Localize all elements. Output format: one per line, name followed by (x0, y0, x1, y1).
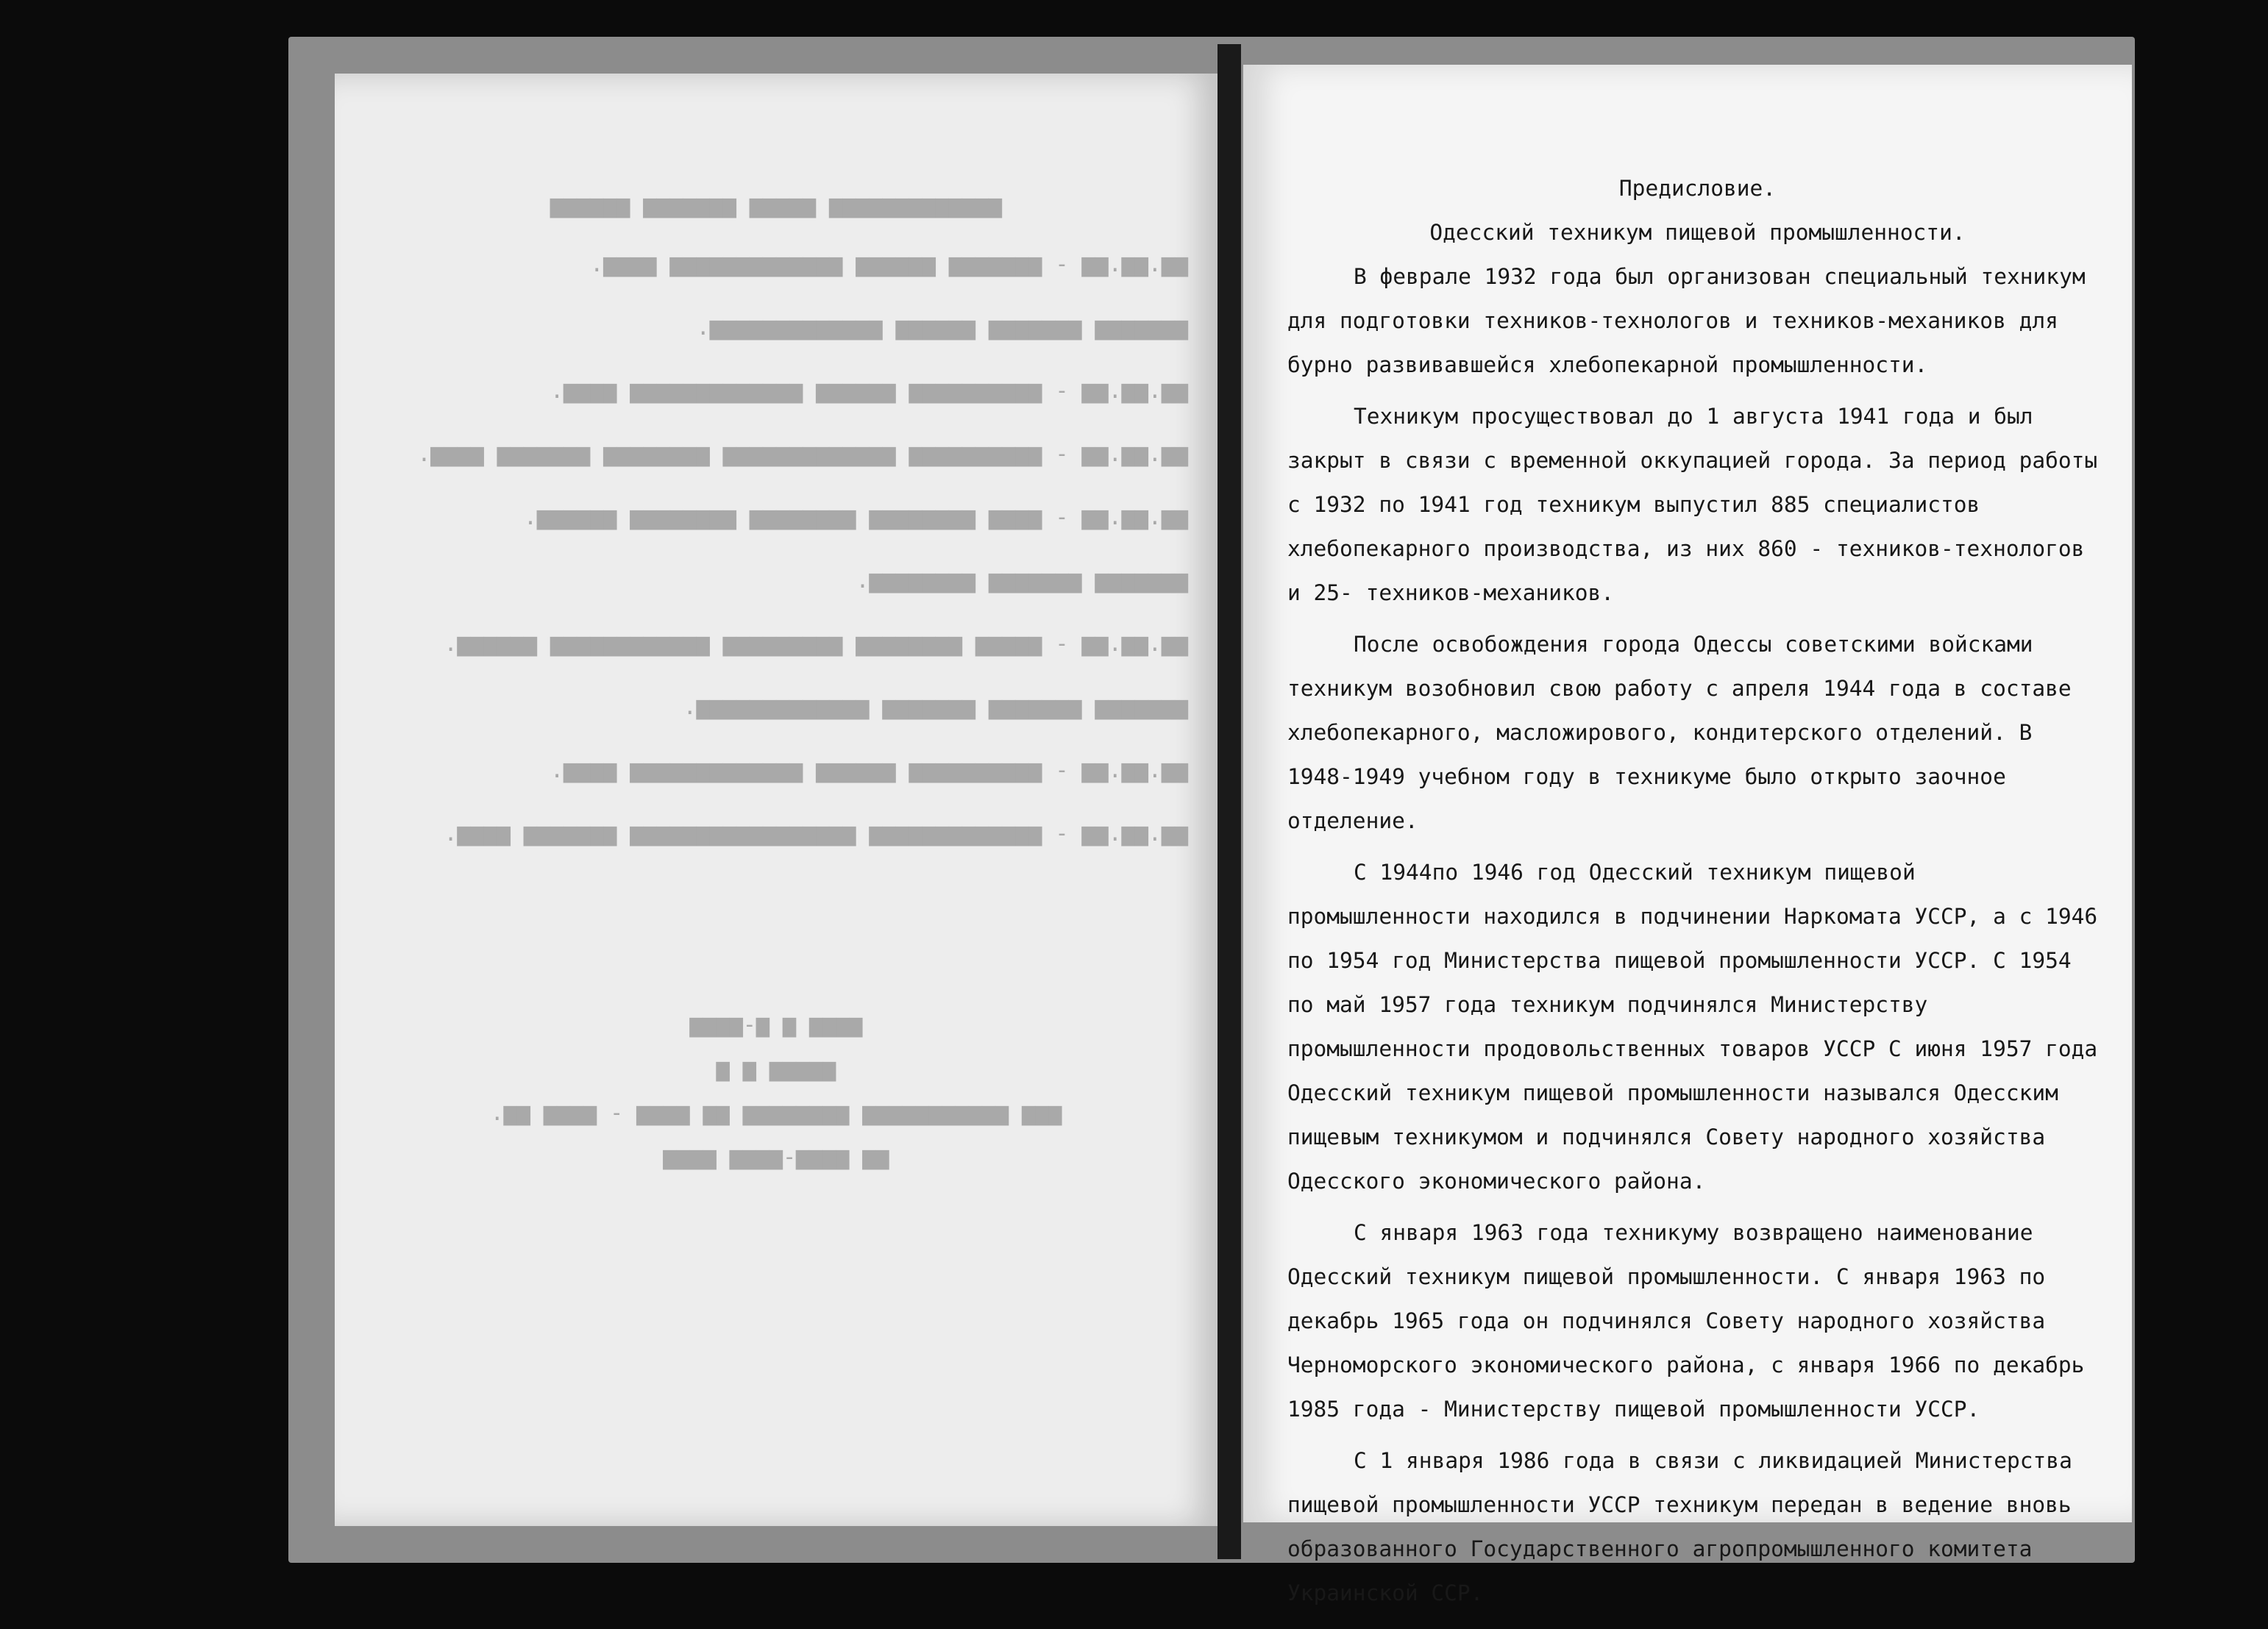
paragraph-1: В феврале 1932 года был организован специальный техникум для подготовки техников-технологов и техников-механиков для бурно развивавшейся хлебопекарной промышленности. (1287, 264, 2099, 377)
paragraph-5: С января 1963 года техникуму возвращено наименование Одесский техникум пищевой промышленности. С января 1963 по декабрь 1965 года он подчинялся Совету народного хозяйства Черноморского экономического района, с января 1966 по декабрь 1985 года - Министерству пищевой промышленности УССР. (1287, 1220, 2098, 1422)
paragraph-4: С 1944по 1946 год Одесский техникум пищевой промышленности находился в подчинении Наркомата УССР, а с 1946 по 1954 год Министерства пищевой промышленности УССР. С 1954 по май 1957 года техникум подчинялся Министерству промышленности продовольственных товаров УССР С июня 1957 года Одесский техникум пищевой промышленности назывался Одесским пищевым техникумом и подчинялся Совету народного хозяйства Одесского экономического района. (1287, 860, 2111, 1194)
paragraph-2: Техникум просуществовал до 1 августа 1941 года и был закрыт в связи с временной оккупацией города. За период работы с 1932 по 1941 год техникум выпустил 885 специалистов хлебопекарного производства, из них 860 - техников-технологов и 25- техников-механиков. (1287, 404, 2111, 605)
bleed-through-text: ▆▆▆▆▆▆▆▆▆▆▆▆▆ ▆▆▆▆▆ ▆▆▆▆▆▆▆ ▆▆▆▆▆▆ ▆▆.▆▆.▆▆ - ▆▆▆▆▆▆▆ ▆▆▆▆▆▆ ▆▆▆▆▆▆▆▆▆▆▆▆▆ ▆▆▆▆. ▆▆▆▆▆▆▆ ▆▆▆▆▆▆▆ ▆▆▆▆▆▆ ▆▆▆▆▆▆▆▆▆▆▆▆▆. ▆▆.▆▆.▆▆ - ▆▆▆▆▆▆▆▆▆▆ ▆▆▆▆▆▆ ▆▆▆▆▆▆▆▆▆▆▆▆▆ ▆▆▆▆. ▆▆.▆▆.▆▆ - ▆▆▆▆▆▆▆▆▆▆ ▆▆▆▆▆▆▆▆▆▆▆▆▆ ▆▆▆▆▆▆▆▆ ▆▆▆▆▆▆▆ ▆▆▆▆. ▆▆.▆▆.▆▆ - ▆▆▆▆ ▆▆▆▆▆▆▆▆ ▆▆▆▆▆▆▆▆ ▆▆▆▆▆▆▆▆ ▆▆▆▆▆▆. ▆▆▆▆▆▆▆ ▆▆▆▆▆▆▆ ▆▆▆▆▆▆▆▆. ▆▆.▆▆.▆▆ - ▆▆▆▆▆ ▆▆▆▆▆▆▆▆ ▆▆▆▆▆▆▆▆▆ ▆▆▆▆▆▆▆▆▆▆▆▆ ▆▆▆▆▆▆. ▆▆▆▆▆▆▆ ▆▆▆▆▆▆▆ ▆▆▆▆▆▆▆ ▆▆▆▆▆▆▆▆▆▆▆▆▆. ▆▆.▆▆.▆▆ - ▆▆▆▆▆▆▆▆▆▆ ▆▆▆▆▆▆ ▆▆▆▆▆▆▆▆▆▆▆▆▆ ▆▆▆▆. ▆▆.▆▆.▆▆ - ▆▆▆▆▆▆▆▆▆▆▆▆▆ ▆▆▆▆▆▆▆▆▆▆▆▆▆▆▆▆▆ ▆▆▆▆▆▆▆ ▆▆▆▆. ▆▆▆▆ ▆ ▆-▆▆▆▆ ▆▆▆▆▆ ▆ ▆ ▆▆▆ ▆▆▆▆▆▆▆▆▆▆▆ ▆▆▆▆▆▆▆▆ ▆▆ ▆▆▆▆ - ▆▆▆▆ ▆▆. ▆▆ ▆▆▆▆-▆▆▆▆ ▆▆▆▆ (417, 193, 1188, 1170)
paragraph-6: С 1 января 1986 года в связи с ликвидацией Министерства пищевой промышленности УССР техникум передан в ведение вновь образованного Государственного агропромышленного комитета Украинской ССР. (1287, 1448, 2086, 1605)
left-page (335, 74, 1221, 1526)
preface-subtitle: Одесский техникум пищевой промышленности. (1429, 220, 1966, 245)
paragraph-3: После освобождения города Одессы советскими войсками техникум возобновил свою работу с апреля 1944 года в составе хлебопекарного, масложирового, кондитерского отделений. В 1948-1949 учебном году в техникуме было открыто заочное отделение. (1287, 632, 2085, 833)
preface-title: Предисловие. (1618, 176, 1777, 201)
book-spine (1217, 44, 1241, 1559)
preface-text (1287, 166, 2111, 1622)
right-page (1243, 65, 2132, 1605)
